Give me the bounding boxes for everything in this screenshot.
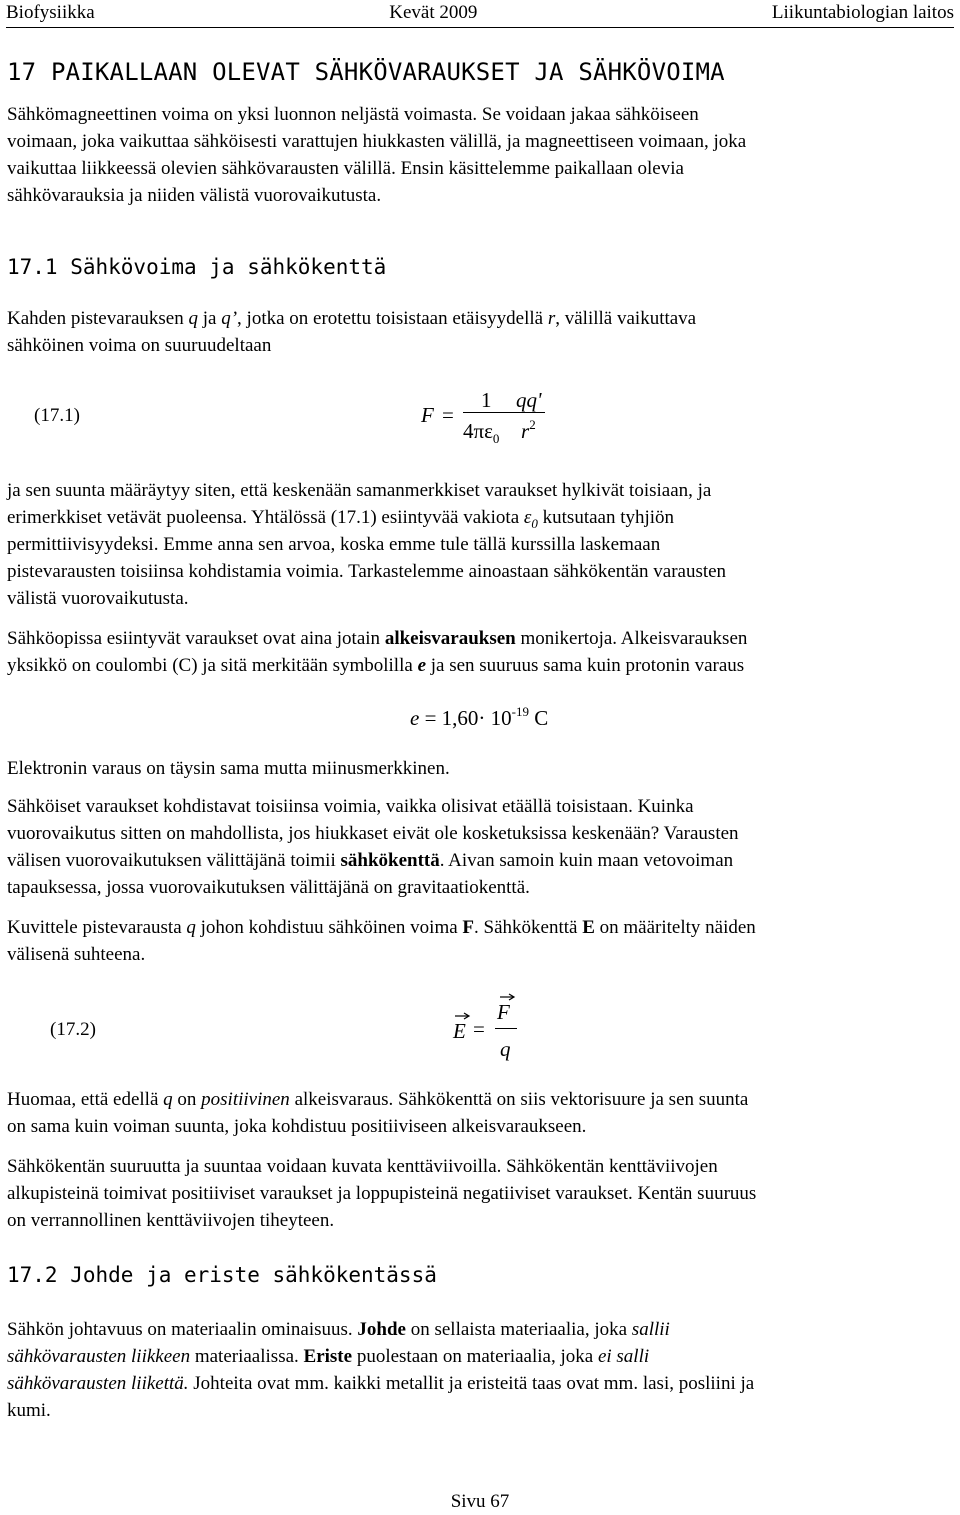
- text-line: Sähkömagneettinen voima on yksi luonnon neljästä voimasta. Se voidaan jakaa sähköiseen: [7, 104, 699, 125]
- text-run: yksikkö on coulombi (C) ja sitä merkitään symbolilla: [7, 655, 418, 676]
- italic-term: ei salli: [597, 1346, 650, 1367]
- text-run: . Sähkökenttä: [474, 917, 583, 938]
- text-line: pistevarausten toisiinsa kohdistamia voimia. Tarkastelemme ainoastaan sähkökentän varausten: [7, 561, 727, 582]
- text-run: erimerkkiset vetävät puoleensa. Yhtälössä (17.1) esiintyvää vakiota: [7, 507, 524, 528]
- text-run: , jotka on erotettu toisistaan etäisyydellä: [237, 308, 548, 329]
- equation-number: (17.1): [34, 405, 80, 426]
- text-run: ja: [198, 308, 222, 329]
- text-run: kutsutaan tyhjiön: [537, 507, 675, 528]
- eq-subscript: 0: [492, 431, 500, 447]
- text-line: on verrannollinen kenttäviivojen tiheyteen.: [7, 1210, 335, 1231]
- fraction-bar: [495, 1028, 517, 1029]
- text-run: Sähkön johtavuus on materiaalin ominaisuus.: [7, 1319, 358, 1340]
- eq-equals: =: [442, 403, 454, 427]
- text-line: ja sen suunta määräytyy siten, että keskenään samanmerkkiset varaukset hylkivät toisiaan, ja: [7, 480, 712, 501]
- paragraph-coulomb-direction: [7, 477, 955, 612]
- section-heading-17-2: 17.2 Johde ja eriste sähkökentässä: [7, 1263, 437, 1287]
- eq-exponent: -19: [511, 704, 530, 719]
- text-run: on: [172, 1089, 202, 1110]
- bold-term: sähkökenttä: [340, 850, 440, 871]
- eq-4pi-eps: 4πε: [463, 419, 493, 443]
- text-line: permittiivisyydeksi. Emme anna sen arvoa, koska emme tule tällä kurssilla laskemaan: [7, 534, 661, 555]
- eq-E-vector: [453, 1018, 471, 1042]
- paragraph-field-mediator: [7, 793, 955, 901]
- symbol-F: F: [462, 917, 475, 938]
- eq-r: r: [521, 419, 530, 443]
- eq-e: e: [410, 706, 420, 730]
- symbol-epsilon: ε: [523, 507, 532, 528]
- symbol-q: q: [188, 308, 198, 329]
- intro-paragraph: [7, 101, 955, 209]
- text-run: Kahden pistevarauksen: [7, 308, 189, 329]
- eq-F-vector: [497, 999, 515, 1023]
- text-run: alkeisvaraus. Sähkökenttä on siis vektorisuure ja sen suunta: [289, 1089, 749, 1110]
- text-line: sähkövarauksia ja niiden välistä vuorovaikutusta.: [7, 185, 382, 206]
- paragraph-field-lines: [7, 1153, 955, 1234]
- paragraph-electron-charge: Elektronin varaus on täysin sama mutta miinusmerkkinen.: [7, 758, 450, 779]
- page-header: [6, 0, 954, 28]
- italic-term: positiivinen: [201, 1089, 290, 1110]
- text-run: , välillä vaikuttava: [555, 308, 697, 329]
- italic-term: sähkövarausten liikkeen: [7, 1346, 191, 1367]
- symbol-q: q: [163, 1089, 173, 1110]
- text-run: materiaalissa.: [190, 1346, 304, 1367]
- text-run: on määritelty näiden: [594, 917, 756, 938]
- text-line: välisenä suhteena.: [7, 944, 146, 965]
- text-run: puolestaan on materiaalia, joka: [352, 1346, 598, 1367]
- bold-term: alkeisvarauksen: [384, 628, 516, 649]
- eq-symbol-F: F: [421, 403, 434, 427]
- symbol-q: q: [186, 917, 196, 938]
- text-run: Johteita ovat mm. kaikki metallit ja eristeitä taas ovat mm. lasi, posliini ja: [188, 1373, 755, 1394]
- chapter-title: 17 PAIKALLAAN OLEVAT SÄHKÖVARAUKSET JA SÄHKÖVOIMA: [7, 58, 725, 86]
- eq-E: E: [453, 1019, 466, 1043]
- symbol-E: E: [582, 917, 595, 938]
- text-line: vaikuttaa liikkeessä olevien sähkövarausten välillä. Ensin käsittelemme paikallaan olevia: [7, 158, 684, 179]
- text-line: Sähköiset varaukset kohdistavat toisiinsa voimia, vaikka olisivat etäällä toisistaan. Kuinka: [7, 796, 694, 817]
- eq-equals: =: [473, 1017, 485, 1041]
- symbol-r: r: [547, 308, 556, 329]
- italic-term: sallii: [631, 1319, 670, 1340]
- header-course: Biofysiikka: [6, 2, 95, 23]
- paragraph-field-definition: [7, 914, 955, 968]
- symbol-subscript: 0: [531, 515, 538, 531]
- eq-q: q: [500, 1037, 511, 1061]
- bold-term: Johde: [357, 1319, 406, 1340]
- text-line: alkupisteinä toimivat positiiviset varaukset ja loppupisteinä negatiiviset varaukset. Kentän suuruus: [7, 1183, 757, 1204]
- text-run: johon kohdistuu sähköinen voima: [195, 917, 463, 938]
- equation-number: (17.2): [50, 1019, 96, 1040]
- text-run: on sellaista materiaalia, joka: [405, 1319, 632, 1340]
- paragraph-elementary-charge: [7, 625, 955, 679]
- eq-numerator-qq: qq': [516, 388, 542, 412]
- eq-value: = 1,60· 10: [419, 706, 512, 730]
- text-run: Sähköopissa esiintyvät varaukset ovat aina jotain: [7, 628, 385, 649]
- text-run: Kuvittele pistevarausta: [7, 917, 187, 938]
- text-run: välisen vuorovaikutuksen välittäjänä toimii: [7, 850, 341, 871]
- page-number: Sivu 67: [450, 1491, 510, 1512]
- paragraph-coulomb-intro: [7, 305, 955, 359]
- italic-term: sähkövarausten liikettä.: [7, 1373, 189, 1394]
- eq-F: F: [497, 1000, 510, 1024]
- paragraph-conductor-insulator: [7, 1316, 955, 1424]
- eq-unit: C: [529, 706, 549, 730]
- fraction-bar: [463, 412, 515, 413]
- text-run: Huomaa, että edellä: [7, 1089, 164, 1110]
- eq-denominator-1: [463, 418, 499, 445]
- symbol-e: e: [417, 655, 426, 676]
- text-line: välistä vuorovaikutusta.: [7, 588, 189, 609]
- fraction-bar: [515, 412, 545, 413]
- equation-elementary-charge: [410, 705, 548, 732]
- text-line: Sähkökentän suuruutta ja suuntaa voidaan kuvata kenttäviivoilla. Sähkökentän kenttäviivojen: [7, 1156, 718, 1177]
- bold-term: Eriste: [303, 1346, 353, 1367]
- eq-superscript: 2: [529, 417, 536, 432]
- text-line: tapauksessa, jossa vuorovaikutuksen välittäjänä on gravitaatiokenttä.: [7, 877, 530, 898]
- text-line: voimaan, joka vaikuttaa sähköisesti varattujen hiukkasten välillä, ja magneettiseen voimaan, joka: [7, 131, 747, 152]
- text-run: monikertoja. Alkeisvarauksen: [515, 628, 748, 649]
- header-term: Kevät 2009: [389, 2, 478, 23]
- text-line: vuorovaikutus sitten on mahdollista, jos hiukkaset eivät ole kosketuksissa keskenään? Varausten: [7, 823, 739, 844]
- text-run: . Aivan samoin kuin maan vetovoiman: [439, 850, 734, 871]
- text-line: kumi.: [7, 1400, 51, 1421]
- paragraph-field-vector: [7, 1086, 955, 1140]
- text-line: sähköinen voima on suuruudeltaan: [7, 335, 272, 356]
- header-department: Liikuntabiologian laitos: [771, 2, 954, 23]
- section-heading-17-1: 17.1 Sähkövoima ja sähkökenttä: [7, 255, 387, 279]
- text-line: on sama kuin voiman suunta, joka kohdistuu positiiviseen alkeisvaraukseen.: [7, 1116, 587, 1137]
- eq-numerator-1: 1: [481, 388, 492, 412]
- text-run: ja sen suuruus sama kuin protonin varaus: [426, 655, 745, 676]
- symbol-q-prime: q’: [221, 308, 238, 329]
- eq-denominator-r: [521, 418, 536, 445]
